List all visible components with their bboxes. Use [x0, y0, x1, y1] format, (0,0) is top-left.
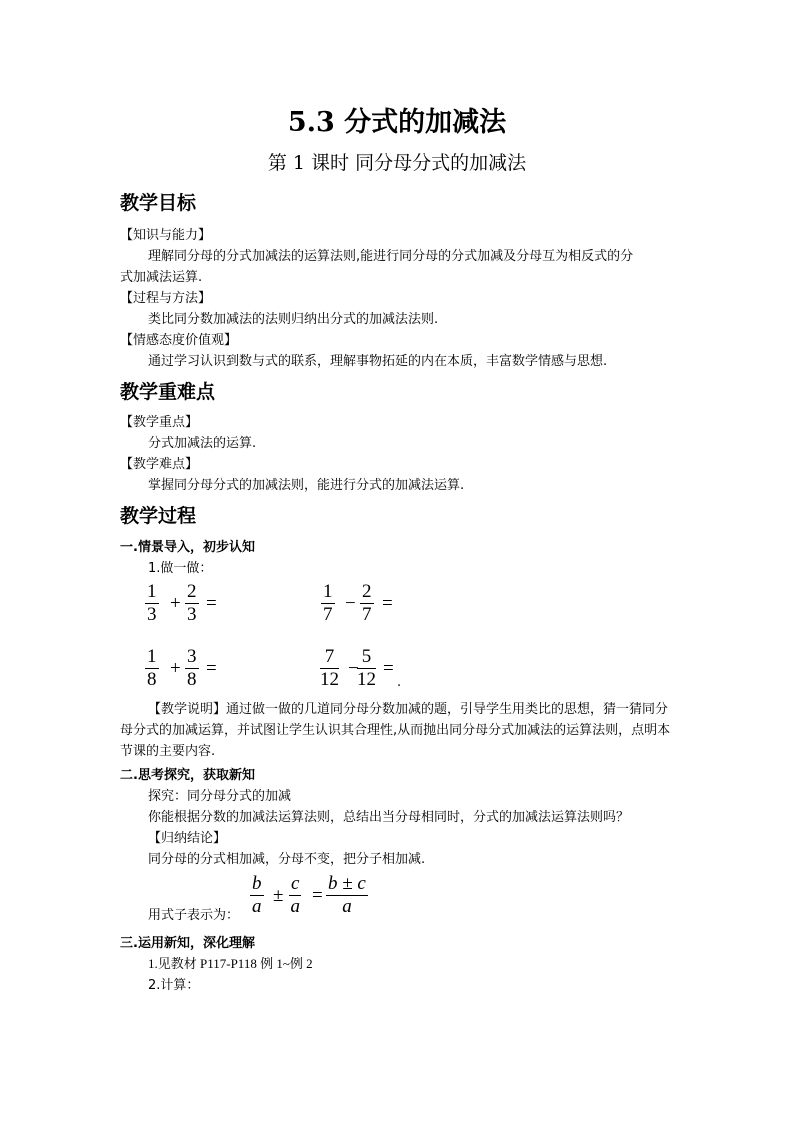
section3-item2: 2.计算： [148, 978, 200, 993]
fraction [145, 647, 159, 690]
operator: − [345, 593, 356, 614]
operator: + [170, 658, 181, 679]
fraction [320, 647, 339, 690]
numerator: 3 [187, 646, 197, 667]
numerator: b [252, 873, 262, 894]
process-method-text: 类比同分数加减法的法则归纳出分式的加减法法则. [148, 312, 439, 327]
formula-intro: 用式子表示为： [148, 908, 240, 923]
fraction [185, 582, 199, 625]
section3-item1: 1.见教材 P117-P118 例 1~例 2 [148, 956, 313, 971]
trailing-dot: . [397, 675, 402, 690]
section3-title: 三.运用新知，深化理解 [120, 936, 255, 951]
numerator: 1 [147, 581, 157, 602]
equals-sign: = [206, 658, 217, 679]
numerator: c [291, 873, 300, 894]
fraction [326, 874, 368, 917]
key-label: 【教学重点】 [120, 415, 199, 430]
emotion-label: 【情感态度价值观】 [120, 333, 238, 348]
fraction [250, 874, 264, 917]
page-subtitle: 第 1 课时 同分母分式的加减法 [267, 152, 527, 174]
process-heading: 教学过程 [120, 505, 197, 527]
question-text: 你能根据分数的加减法运算法则，总结出当分母相同时，分式的加减法运算法则吗？ [148, 810, 630, 825]
numerator: 2 [187, 581, 197, 602]
fraction [289, 874, 301, 917]
denominator: a [252, 896, 262, 917]
numerator: 1 [147, 646, 157, 667]
denominator: 8 [187, 669, 197, 690]
denominator: 8 [147, 669, 157, 690]
section2-title: 二.思考探究，获取新知 [120, 768, 255, 783]
equals-sign: = [312, 885, 323, 906]
numerator: 7 [324, 646, 335, 667]
key-points-heading: 教学重难点 [120, 381, 216, 403]
page-title: 5.3 分式的加减法 [287, 107, 507, 138]
numerator: 5 [361, 646, 372, 667]
section1-title: 一.情景导入，初步认知 [120, 540, 255, 555]
knowledge-label: 【知识与能力】 [120, 228, 212, 243]
process-method-label: 【过程与方法】 [120, 291, 212, 306]
equals-sign: = [206, 593, 217, 614]
numerator: 2 [362, 581, 372, 602]
denominator: a [290, 896, 300, 917]
explore-text: 探究：同分母分式的加减 [148, 789, 292, 804]
fraction [360, 582, 374, 625]
denominator: a [342, 896, 352, 917]
conclusion-label: 【归纳结论】 [148, 831, 227, 846]
fraction [145, 582, 159, 625]
emotion-text: 通过学习认识到数与式的联系，理解事物拓延的内在本质，丰富数学情感与思想. [148, 354, 608, 369]
difficult-text: 掌握同分母分式的加减法则，能进行分式的加减法运算. [148, 478, 465, 493]
operator: ± [273, 885, 284, 906]
fraction [185, 647, 199, 690]
denominator: 3 [187, 604, 197, 625]
equals-sign: = [383, 658, 394, 679]
knowledge-text-line2: 式加减法运算. [120, 270, 203, 285]
denominator: 7 [362, 604, 372, 625]
denominator: 12 [357, 669, 376, 690]
objectives-heading: 教学目标 [120, 192, 197, 214]
difficult-label: 【教学难点】 [120, 457, 199, 472]
fraction [321, 582, 335, 625]
knowledge-text-line1: 理解同分母的分式加减法的运算法则,能进行同分母的分式加减及分母互为相反式的分 [148, 249, 634, 264]
denominator: 7 [323, 604, 333, 625]
fraction [357, 647, 376, 690]
numerator: 1 [323, 581, 333, 602]
key-text: 分式加减法的运算. [148, 436, 257, 451]
conclusion-text: 同分母的分式相加减，分母不变，把分子相加减. [148, 852, 426, 867]
operator: + [170, 593, 181, 614]
denominator: 12 [320, 669, 339, 690]
equals-sign: = [382, 593, 393, 614]
teaching-note: 【教学说明】通过做一做的几道同分母分数加减的题，引导学生用类比的思想，猜一猜同分母分式的加减运算，并试图让学生认识其合理性,从而抛出同分母分式加减法的运算法则，点明本节课的主要内容. [120, 702, 671, 759]
denominator: 3 [147, 604, 157, 625]
numerator: b ± c [328, 873, 366, 894]
operator: − [348, 658, 359, 679]
section1-item: 1.做一做： [148, 561, 213, 576]
